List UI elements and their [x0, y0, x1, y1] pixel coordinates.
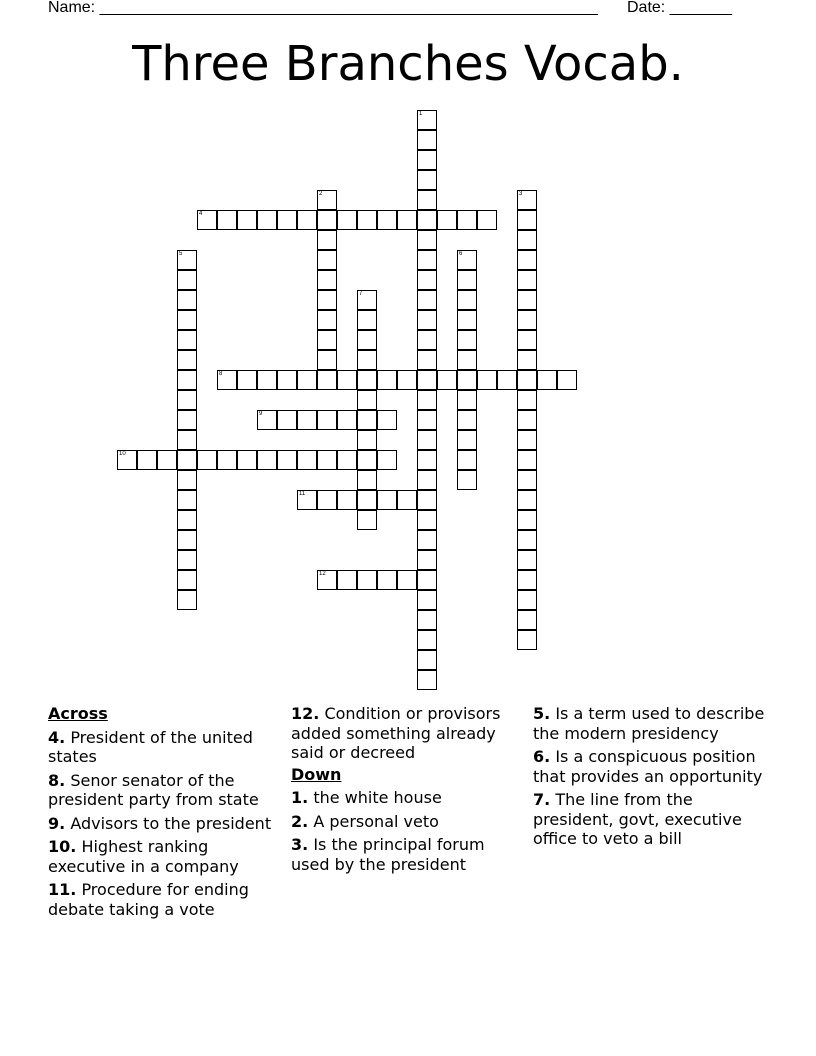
clue-text: Procedure for ending debate taking a vote [48, 880, 249, 919]
clue-text: Highest ranking executive in a company [48, 837, 239, 876]
crossword-cell[interactable] [397, 570, 417, 590]
crossword-cell[interactable] [417, 410, 437, 430]
crossword-cell[interactable] [517, 450, 537, 470]
crossword-cell[interactable] [517, 250, 537, 270]
crossword-cell[interactable] [417, 170, 437, 190]
crossword-cell[interactable] [517, 410, 537, 430]
crossword-cell[interactable] [417, 310, 437, 330]
crossword-cell[interactable] [217, 370, 237, 390]
clue-text: Condition or provisors added something already said or decreed [291, 704, 501, 762]
clue-text: A personal veto [313, 811, 439, 831]
crossword-cell[interactable] [157, 450, 177, 470]
date-field-label: Date: _______ [627, 0, 732, 16]
crossword-cell[interactable] [397, 210, 417, 230]
crossword-cell[interactable] [457, 370, 477, 390]
crossword-cell[interactable] [457, 450, 477, 470]
clue-column-1 [48, 702, 284, 919]
clue-text: Senor senator of the president party from state [48, 770, 259, 809]
clue-across-10 [48, 837, 284, 876]
crossword-cell[interactable] [517, 230, 537, 250]
crossword-cell[interactable] [417, 470, 437, 490]
crossword-cell[interactable] [357, 450, 377, 470]
crossword-cell[interactable] [317, 270, 337, 290]
crossword-cell[interactable] [517, 570, 537, 590]
crossword-cell[interactable] [177, 550, 197, 570]
crossword-cell[interactable] [457, 390, 477, 410]
clue-number: 5. [533, 704, 551, 723]
crossword-cell[interactable] [417, 150, 437, 170]
crossword-cell[interactable] [377, 570, 397, 590]
crossword-cell[interactable] [377, 370, 397, 390]
crossword-cell[interactable] [557, 370, 577, 390]
crossword-cell[interactable] [397, 370, 417, 390]
crossword-cell[interactable] [277, 370, 297, 390]
crossword-cell[interactable] [417, 510, 437, 530]
crossword-cell[interactable] [417, 250, 437, 270]
crossword-cell[interactable] [457, 430, 477, 450]
crossword-cell[interactable] [317, 370, 337, 390]
clue-number: 11. [48, 880, 77, 899]
crossword-cell[interactable] [337, 370, 357, 390]
crossword-cell[interactable] [517, 470, 537, 490]
crossword-cell[interactable] [457, 330, 477, 350]
crossword-cell[interactable] [457, 310, 477, 330]
crossword-cell[interactable] [317, 350, 337, 370]
crossword-cell[interactable] [457, 290, 477, 310]
clue-down-3 [291, 835, 527, 874]
clue-text: The line from the president, govt, executive office to veto a bill [533, 790, 742, 848]
crossword-cell[interactable] [297, 210, 317, 230]
crossword-cell[interactable] [377, 490, 397, 510]
crossword-cell[interactable] [417, 330, 437, 350]
crossword-cell[interactable] [477, 210, 497, 230]
crossword-cell[interactable] [457, 410, 477, 430]
clue-number: 3. [291, 835, 309, 854]
crossword-cell[interactable] [177, 530, 197, 550]
crossword-cell[interactable] [417, 390, 437, 410]
crossword-cell[interactable] [417, 270, 437, 290]
crossword-cell[interactable] [517, 390, 537, 410]
crossword-cell[interactable] [177, 350, 197, 370]
clue-number: 7. [533, 790, 551, 809]
crossword-cell[interactable] [517, 630, 537, 650]
clue-text: the white house [313, 788, 442, 807]
clue-number-label: 11 [299, 491, 306, 497]
crossword-cell[interactable] [337, 490, 357, 510]
crossword-cell[interactable] [357, 410, 377, 430]
crossword-cell[interactable] [457, 350, 477, 370]
clue-down-2 [291, 812, 527, 832]
crossword-cell[interactable] [357, 350, 377, 370]
crossword-cell[interactable] [317, 210, 337, 230]
crossword-cell[interactable] [517, 190, 537, 210]
crossword-cell[interactable] [517, 430, 537, 450]
across-heading: Across [48, 704, 108, 723]
clue-down-7 [533, 790, 773, 849]
crossword-cell[interactable] [257, 410, 277, 430]
crossword-cell[interactable] [317, 410, 337, 430]
crossword-cell[interactable] [457, 270, 477, 290]
crossword-cell[interactable] [357, 470, 377, 490]
crossword-cell[interactable] [417, 650, 437, 670]
crossword-cell[interactable] [257, 210, 277, 230]
crossword-cell[interactable] [357, 390, 377, 410]
crossword-cell[interactable] [177, 310, 197, 330]
clue-number-label: 5 [179, 251, 183, 257]
crossword-cell[interactable] [377, 210, 397, 230]
crossword-cell[interactable] [517, 330, 537, 350]
crossword-cell[interactable] [337, 210, 357, 230]
crossword-cell[interactable] [417, 290, 437, 310]
clue-number: 4. [48, 727, 66, 747]
clue-across-8 [48, 771, 284, 810]
crossword-cell[interactable] [417, 370, 437, 390]
crossword-cell[interactable] [357, 210, 377, 230]
crossword-cell[interactable] [117, 450, 137, 470]
crossword-cell[interactable] [417, 130, 437, 150]
crossword-cell[interactable] [357, 570, 377, 590]
clue-number: 9. [48, 813, 66, 833]
crossword-cell[interactable] [177, 370, 197, 390]
clue-number: 1. [291, 788, 309, 807]
crossword-cell[interactable] [517, 510, 537, 530]
crossword-cell[interactable] [417, 610, 437, 630]
clue-text: President of the united states [48, 727, 253, 766]
crossword-cell[interactable] [417, 590, 437, 610]
crossword-cell[interactable] [537, 370, 557, 390]
crossword-cell[interactable] [177, 390, 197, 410]
crossword-cell[interactable] [417, 110, 437, 130]
crossword-cell[interactable] [177, 410, 197, 430]
clue-number: 6. [533, 747, 551, 766]
crossword-cell[interactable] [417, 190, 437, 210]
clue-number: 2. [291, 811, 309, 831]
crossword-cell[interactable] [497, 370, 517, 390]
crossword-cell[interactable] [457, 470, 477, 490]
crossword-cell[interactable] [357, 490, 377, 510]
clue-number-label: 4 [199, 211, 203, 217]
crossword-cell[interactable] [317, 190, 337, 210]
clue-number-label: 6 [459, 251, 463, 257]
name-field-label: Name: ________________________________________________________ [48, 0, 598, 16]
crossword-cell[interactable] [457, 250, 477, 270]
crossword-cell[interactable] [517, 550, 537, 570]
crossword-cell[interactable] [177, 250, 197, 270]
crossword-cell[interactable] [297, 450, 317, 470]
crossword-cell[interactable] [517, 210, 537, 230]
crossword-cell[interactable] [357, 330, 377, 350]
clue-number-label: 2 [319, 191, 323, 197]
crossword-cell[interactable] [277, 210, 297, 230]
crossword-cell[interactable] [177, 490, 197, 510]
crossword-cell[interactable] [417, 670, 437, 690]
crossword-cell[interactable] [517, 290, 537, 310]
clue-number: 8. [48, 770, 66, 790]
crossword-cell[interactable] [417, 630, 437, 650]
clue-text: Is the principal forum used by the president [291, 835, 485, 874]
crossword-cell[interactable] [257, 450, 277, 470]
crossword-cell[interactable] [317, 250, 337, 270]
crossword-cell[interactable] [297, 370, 317, 390]
crossword-cell[interactable] [317, 450, 337, 470]
page-title: Three Branches Vocab. [132, 36, 684, 92]
clue-across-9 [48, 814, 284, 834]
crossword-cell[interactable] [357, 370, 377, 390]
crossword-cell[interactable] [257, 370, 277, 390]
crossword-cell[interactable] [237, 210, 257, 230]
clue-number-label: 8 [219, 371, 223, 377]
clue-number-label: 10 [119, 451, 126, 457]
crossword-cell[interactable] [357, 290, 377, 310]
crossword-cell[interactable] [417, 450, 437, 470]
crossword-cell[interactable] [217, 450, 237, 470]
crossword-cell[interactable] [417, 350, 437, 370]
crossword-cell[interactable] [217, 210, 237, 230]
crossword-cell[interactable] [517, 310, 537, 330]
crossword-cell[interactable] [337, 410, 357, 430]
clue-across-4 [48, 728, 284, 767]
clue-number-label: 7 [359, 291, 363, 297]
crossword-cell[interactable] [517, 490, 537, 510]
crossword-cell[interactable] [477, 370, 497, 390]
crossword-cell[interactable] [297, 490, 317, 510]
crossword-cell[interactable] [317, 330, 337, 350]
crossword-cell[interactable] [237, 370, 257, 390]
clue-number: 10. [48, 837, 77, 856]
crossword-cell[interactable] [517, 370, 537, 390]
crossword-cell[interactable] [317, 570, 337, 590]
crossword-cell[interactable] [317, 290, 337, 310]
clue-across-11 [48, 880, 284, 919]
crossword-cell[interactable] [397, 490, 417, 510]
crossword-cell[interactable] [237, 450, 257, 470]
clue-number-label: 3 [519, 191, 523, 197]
crossword-cell[interactable] [437, 370, 457, 390]
clue-text: Is a conspicuous position that provides an opportunity [533, 747, 763, 786]
crossword-cell[interactable] [297, 410, 317, 430]
crossword-cell[interactable] [357, 510, 377, 530]
crossword-cell[interactable] [517, 610, 537, 630]
crossword-cell[interactable] [177, 290, 197, 310]
crossword-cell[interactable] [457, 210, 477, 230]
crossword-cell[interactable] [177, 330, 197, 350]
crossword-cell[interactable] [177, 590, 197, 610]
crossword-cell[interactable] [517, 590, 537, 610]
crossword-cell[interactable] [517, 530, 537, 550]
crossword-cell[interactable] [357, 310, 377, 330]
crossword-cell[interactable] [177, 510, 197, 530]
crossword-cell[interactable] [417, 210, 437, 230]
clue-number-label: 12 [319, 571, 326, 577]
clue-down-1 [291, 788, 527, 808]
crossword-cell[interactable] [377, 450, 397, 470]
crossword-cell[interactable] [417, 550, 437, 570]
crossword-cell[interactable] [417, 430, 437, 450]
clue-number-label: 1 [419, 111, 423, 117]
clue-across-12 [291, 704, 527, 763]
clue-number: 12. [291, 704, 320, 723]
crossword-cell[interactable] [177, 570, 197, 590]
clue-down-6 [533, 747, 773, 786]
crossword-cell[interactable] [177, 270, 197, 290]
crossword-cell[interactable] [277, 410, 297, 430]
clue-text: Advisors to the president [70, 813, 272, 833]
crossword-cell[interactable] [317, 310, 337, 330]
crossword-cell[interactable] [177, 450, 197, 470]
crossword-cell[interactable] [137, 450, 157, 470]
crossword-cell[interactable] [197, 210, 217, 230]
crossword-cell[interactable] [317, 230, 337, 250]
crossword-cell[interactable] [177, 470, 197, 490]
crossword-cell[interactable] [277, 450, 297, 470]
crossword-cell[interactable] [517, 350, 537, 370]
clue-column-2 [291, 702, 527, 874]
crossword-cell[interactable] [417, 530, 437, 550]
crossword-cell[interactable] [417, 570, 437, 590]
clue-text: Is a term used to describe the modern presidency [533, 704, 765, 743]
crossword-cell[interactable] [337, 450, 357, 470]
crossword-cell[interactable] [417, 490, 437, 510]
crossword-cell[interactable] [337, 570, 357, 590]
crossword-cell[interactable] [357, 430, 377, 450]
clue-number-label: 9 [259, 411, 263, 417]
clue-column-3 [533, 702, 773, 849]
crossword-cell[interactable] [177, 430, 197, 450]
down-heading: Down [291, 764, 342, 784]
crossword-cell[interactable] [437, 210, 457, 230]
crossword-cell[interactable] [317, 490, 337, 510]
crossword-cell[interactable] [517, 270, 537, 290]
crossword-cell[interactable] [417, 230, 437, 250]
crossword-cell[interactable] [377, 410, 397, 430]
crossword-cell[interactable] [197, 450, 217, 470]
clue-down-5 [533, 704, 773, 743]
